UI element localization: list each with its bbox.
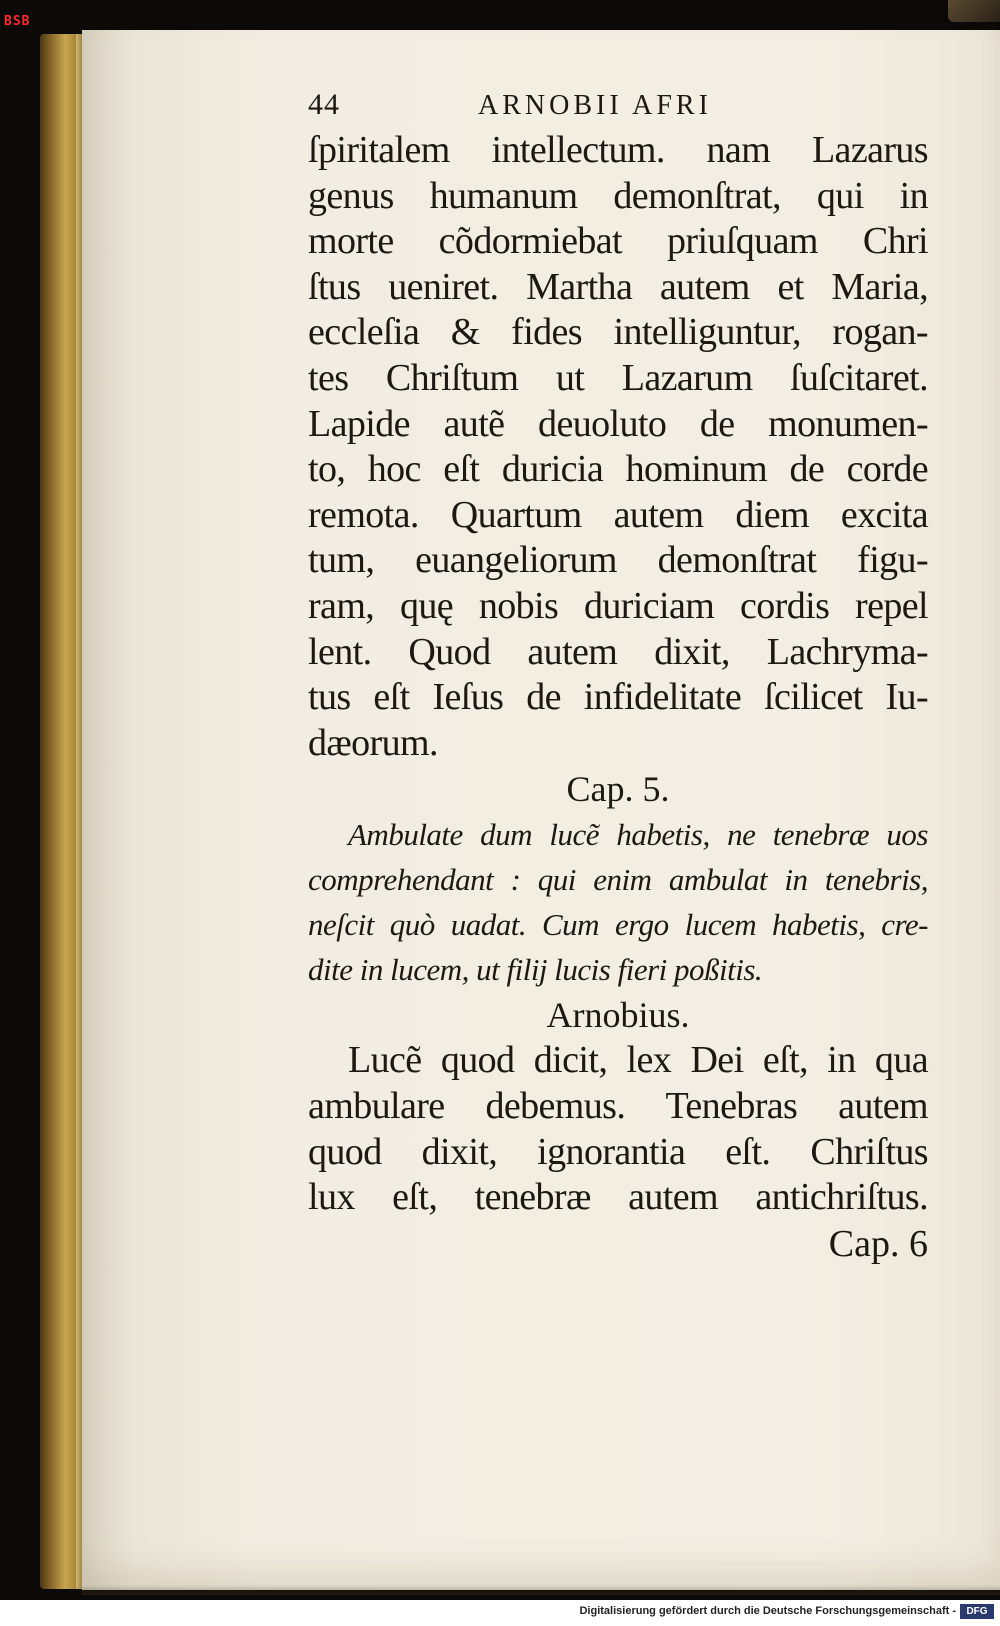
footer-credit: Digitalisierung gefördert durch die Deutsche Forschungsgemeinschaft - <box>579 1605 956 1617</box>
paragraph-commentary-1 <box>308 128 928 766</box>
footer-strip <box>0 1600 1000 1626</box>
paragraph-commentary-2 <box>308 1038 928 1220</box>
library-logo: BSB <box>4 14 31 29</box>
page-bottom-shadow <box>82 1585 1000 1595</box>
page-text-block <box>308 88 928 1267</box>
funder-logo: DFG <box>960 1604 994 1619</box>
text-line: ambulare debemus. Tenebras autem <box>308 1084 928 1127</box>
text-line: lent. Quod autem dixit, Lachryma- <box>308 630 928 673</box>
text-line: dæorum. <box>308 721 438 764</box>
text-line: ſpiritalem intellectum. nam Lazarus <box>308 129 928 171</box>
page-corner-clip <box>948 0 1000 22</box>
text-line: tum, euangeliorum demonſtrat figu- <box>308 539 928 582</box>
page-number: 44 <box>308 88 340 121</box>
text-line: tus eſt Ieſus de infidelitate ſcilicet Iu- <box>308 676 928 719</box>
text-line: tes Chriſtum ut Lazarum ſuſcitaret. <box>308 356 928 399</box>
book <box>40 30 1000 1595</box>
text-line: remota. Quartum autem diem excita <box>308 493 928 536</box>
text-line: genus humanum demonſtrat, qui in <box>308 174 928 217</box>
page-header <box>308 88 928 128</box>
quote-line: comprehendant : qui enim ambulat in tenebris, <box>308 862 928 898</box>
chapter-heading: Cap. 5. <box>566 769 670 810</box>
commentator-heading: Arnobius. <box>546 995 690 1036</box>
quote-line: dite in lucem, ut filij lucis fieri poßitis. <box>308 952 763 988</box>
book-page-edges <box>40 34 86 1589</box>
text-line: morte cõdormiebat priuſquam Chri <box>308 220 928 263</box>
text-line: quod dixit, ignorantia eſt. Chriſtus <box>308 1130 928 1173</box>
quote-line: Ambulate dum lucẽ habetis, ne tenebræ uos <box>348 817 928 853</box>
running-head: ARNOBII AFRI <box>478 90 712 121</box>
quote-line: neſcit quò uadat. Cum ergo lucem habetis, cre- <box>308 907 928 943</box>
text-line: eccleſia & fides intelliguntur, rogan- <box>308 311 928 354</box>
catchword: Cap. 6 <box>828 1222 928 1265</box>
text-line: lux eſt, tenebræ autem antichriſtus. <box>308 1176 928 1219</box>
text-line: Lapide autẽ deuoluto de monumen- <box>308 402 928 445</box>
text-line: Lucẽ quod dicit, lex Dei eſt, in qua <box>348 1039 928 1082</box>
text-line: ſtus ueniret. Martha autem et Maria, <box>308 265 928 308</box>
text-line: to, hoc eſt duricia hominum de corde <box>308 448 928 491</box>
text-line: ram, quę nobis duriciam cordis repel <box>308 584 928 627</box>
scripture-quote <box>308 812 928 992</box>
